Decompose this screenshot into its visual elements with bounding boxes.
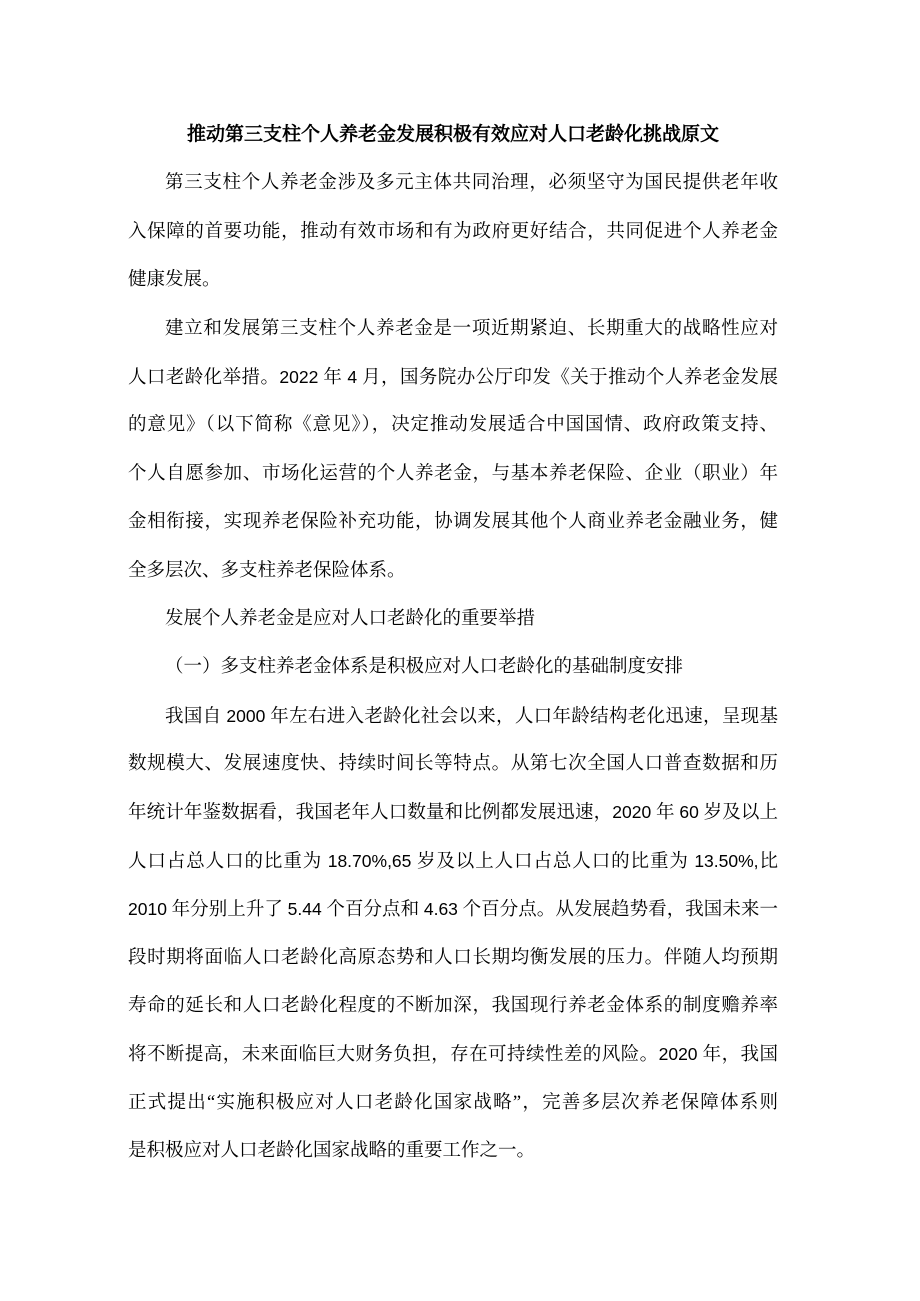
text-line: 个人自愿参加、市场化运营的个人养老金，与基本养老保险、企业（职业）年 — [128, 463, 778, 484]
numeric-text: 18.70%,65 — [327, 850, 412, 871]
text-line: 金相衔接，实现养老保险补充功能，协调发展其他个人商业养老金融业务，健 — [128, 512, 778, 533]
numeric-text: 2000 — [226, 705, 266, 726]
numeric-text: 5.44 — [287, 899, 322, 920]
text-line: 正式提出“实施积极应对人口老龄化国家战略”，完善多层次养老保障体系则 — [128, 1092, 778, 1113]
document-title: 推动第三支柱个人养老金发展积极有效应对人口老龄化挑战原文 — [186, 124, 719, 145]
text-line: 数规模大、发展速度快、持续时间长等特点。从第七次全国人口普查数据和历 — [128, 754, 778, 775]
text-line: 寿命的延长和人口老龄化程度的不断加深，我国现行养老金体系的制度赡养率 — [128, 996, 778, 1017]
section-subheading — [128, 595, 778, 643]
text-line: （一）多支柱养老金体系是积极应对人口老龄化的基础制度安排 — [165, 657, 684, 678]
text-line: 入保障的首要功能，推动有效市场和有为政府更好结合，共同促进个人养老金 — [128, 221, 778, 242]
numeric-text: 2020 — [658, 1044, 698, 1065]
text-line: 年统计年鉴数据看，我国老年人口数量和比例都发展迅速，2020 年 60 岁及以上 — [128, 802, 778, 824]
paragraph — [128, 159, 778, 304]
text-line: 我国自 2000 年左右进入老龄化社会以来，人口年龄结构老化迅速，呈现基 — [165, 705, 778, 727]
numeric-text: 13.50%, — [694, 850, 759, 871]
text-line: 的意见》（以下简称《意见》），决定推动发展适合中国国情、政府政策支持、 — [128, 415, 778, 436]
document-content — [128, 111, 778, 1176]
text-line: 人口老龄化举措。2022 年 4 月，国务院办公厅印发《关于推动个人养老金发展 — [128, 366, 778, 388]
paragraph — [128, 692, 778, 1176]
document-body — [128, 159, 778, 1175]
text-line: 人口占总人口的比重为 18.70%,65 岁及以上人口占总人口的比重为 13.50%,比 — [128, 850, 778, 872]
numeric-text: 4 — [347, 366, 358, 387]
numeric-text: 2020 — [612, 802, 652, 823]
numeric-text: 2022 — [279, 366, 319, 387]
text-line: 建立和发展第三支柱个人养老金是一项近期紧迫、长期重大的战略性应对 — [165, 318, 778, 339]
numeric-text: 60 — [679, 802, 699, 823]
text-line: 全多层次、多支柱养老保险体系。 — [128, 560, 406, 581]
text-line: 发展个人养老金是应对人口老龄化的重要举措 — [165, 608, 536, 629]
paragraph — [128, 305, 778, 595]
numeric-text: 2010 — [128, 899, 167, 920]
section-subheading — [128, 643, 778, 691]
numeric-text: 4.63 — [423, 899, 458, 920]
text-line: 第三支柱个人养老金涉及多元主体共同治理，必须坚守为国民提供老年收 — [165, 173, 778, 194]
text-line: 将不断提高，未来面临巨大财务负担，存在可持续性差的风险。2020 年，我国 — [128, 1044, 778, 1066]
text-line: 是积极应对人口老龄化国家战略的重要工作之一。 — [128, 1141, 536, 1162]
text-line: 段时期将面临人口老龄化高原态势和人口长期均衡发展的压力。伴随人均预期 — [128, 947, 778, 968]
text-line: 健康发展。 — [128, 270, 221, 291]
text-line: 2010 年分别上升了 5.44 个百分点和 4.63 个百分点。从发展趋势看，我国未来一 — [128, 899, 778, 921]
